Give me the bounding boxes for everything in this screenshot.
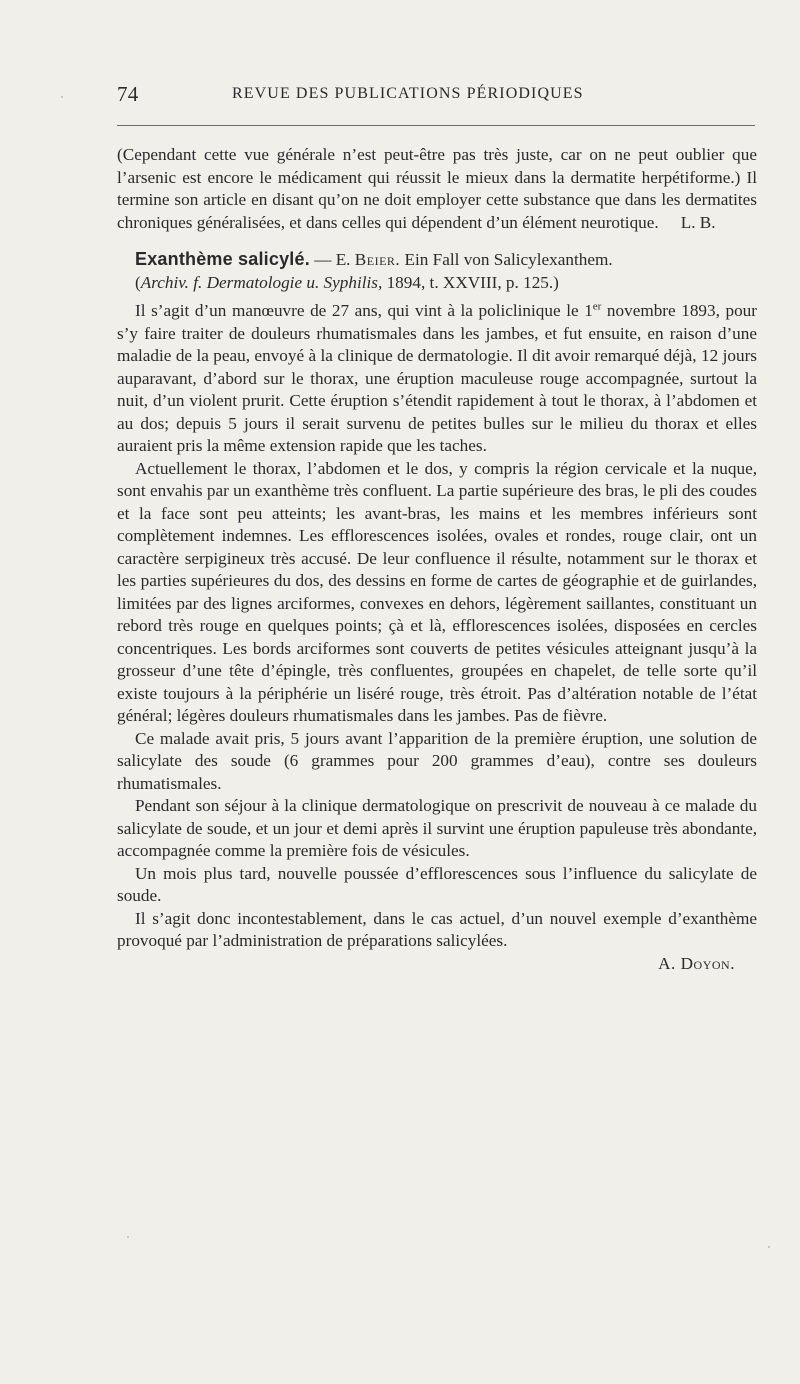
intro-text: (Cependant cette vue générale n’est peut-être pas très juste, car on ne peut oublier que l’arsenic est encore le médicament qui réussit le mieux dans la dermatite herpétiforme.) Il termine son article en disant qu’on ne doit employer cette substance que dans les dermatites chroniques généralisées, et dans celles qui dépendent d’un élément neurotique. xyxy=(117,145,757,232)
citation xyxy=(117,272,757,295)
intro-paragraph xyxy=(117,144,757,234)
author-initial: E. xyxy=(335,250,351,269)
paper-speck xyxy=(61,96,63,98)
paragraph-3: Ce malade avait pris, 5 jours avant l’apparition de la première éruption, une solution de salicylate des soude (6 grammes pour 200 grammes d’eau), contre ses douleurs rhumatismales. xyxy=(117,728,757,793)
paragraph-1 xyxy=(117,300,757,458)
superscript-er: er xyxy=(592,300,602,313)
paragraph-1-start: Il s’agit d’un manœuvre de 27 ans, qui vint à la policlinique le 1 xyxy=(135,301,593,320)
author-name: Beier. xyxy=(354,250,401,269)
citation-open: ( xyxy=(135,272,141,292)
book-page xyxy=(117,78,757,1178)
citation-details: 1894, t. XXVIII, p. 125.) xyxy=(386,272,559,292)
entry-title: Exanthème salicylé. xyxy=(135,249,310,269)
running-title: REVUE DES PUBLICATIONS PÉRIODIQUES xyxy=(232,85,584,102)
page-header xyxy=(117,78,757,114)
article-title: Ein Fall von Salicylexanthem. xyxy=(404,250,613,269)
entry-dash: — xyxy=(314,250,332,269)
paragraph-5: Un mois plus tard, nouvelle poussée d’efflorescences sous l’influence du salicylate de soude. xyxy=(117,863,757,905)
paper-speck xyxy=(127,1236,129,1238)
entry-heading xyxy=(117,248,757,272)
paragraph-6: Il s’agit donc incontestablement, dans le cas actuel, d’un nouvel exemple d’exanthème provoqué par l’administration de préparations salicylées. xyxy=(117,908,757,950)
header-rule xyxy=(117,125,755,126)
page-number: 74 xyxy=(117,82,139,106)
journal-title: Archiv. f. Dermatologie u. Syphilis, xyxy=(140,272,383,292)
paragraph-1-rest: novembre 1893, pour s’y faire traiter de douleurs rhumatismales dans les jambes, et fut ensuite, en raison d’une maladie de la peau, envoyé à la clinique de dermatologie. Il dit avoir remarqué déjà, 12 jours auparavant, d’abord sur le thorax, une éruption maculeuse rouge accompagnée, surtout la nuit, d’un violent prurit. Cette éruption s’étendit rapidement à tout le thorax, à l’abdomen et au dos; depuis 5 jours il serait survenu de petites bulles sur le milieu du thorax et elles auraient pris la même extension rapide que les taches. xyxy=(117,301,758,455)
closing-signature: A. Doyon. xyxy=(658,953,735,973)
page-body xyxy=(117,144,757,975)
paragraph-2: Actuellement le thorax, l’abdomen et le dos, y compris la région cervicale et la nuque, sont envahis par un exanthème très confluent. La partie supérieure des bras, le pli des coudes et la face sont peu atteints; les avant-bras, les mains et les membres inférieurs sont complètement indemnes. Les efflorescences isolées, ovales et rondes, rouge clair, ont un caractère serpigineux très accusé. De leur confluence il résulte, notamment sur le thorax et les parties supérieures du dos, des dessins en forme de cartes de géographie et de guirlandes, limitées par des lignes arciformes, convexes en dehors, légèrement saillantes, constituant un rebord très rouge en quelques points; çà et là, efflorescences isolées, disposées en cercles concentriques. Les bords arciformes sont couverts de petites vésicules atteignant jusqu’à la grosseur d’une tête d’épingle, très confluentes, groupées en chapelet, de telle sorte qu’il existe toujours à la périphérie un liséré rouge, très étroit. Pas d’altération notable de l’état général; légères douleurs rhumatismales dans les jambes. Pas de fièvre. xyxy=(117,458,757,725)
intro-signature: L. B. xyxy=(680,212,716,232)
paper-speck xyxy=(768,1246,770,1248)
paragraph-4: Pendant son séjour à la clinique dermatologique on prescrivit de nouveau à ce malade du salicylate de soude, et un jour et demi après il survint une éruption papuleuse très abondante, accompagnée comme la première fois de vésicules. xyxy=(117,796,757,860)
